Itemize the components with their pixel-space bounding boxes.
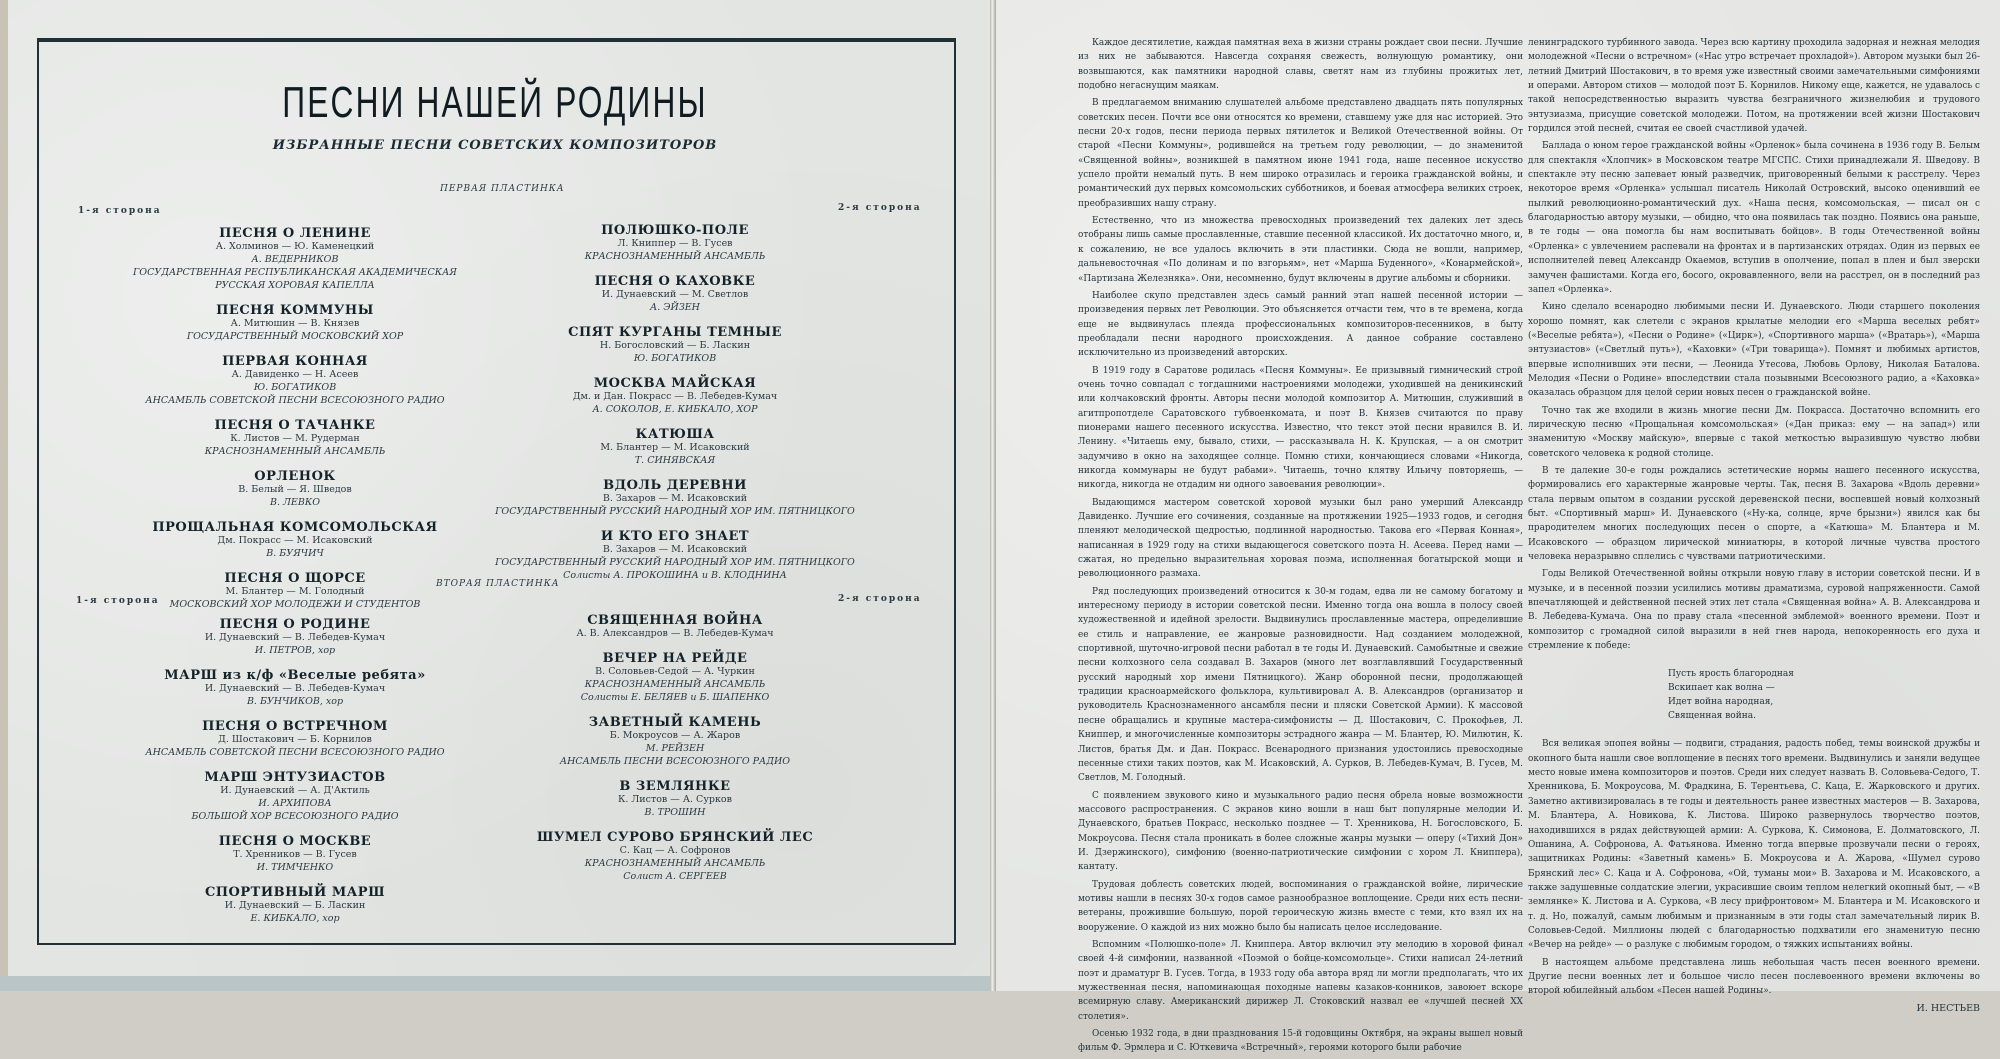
song-authors: И. Дунаевский — А. Д'Актиль xyxy=(220,785,370,796)
song-authors: А. В. Александров — В. Лебедев-Кумач xyxy=(576,628,774,639)
disc-1-side-2-label: 2-я сторона xyxy=(838,203,922,213)
essay-col2-part2 xyxy=(1528,737,1980,998)
song-performer: Солисты Е. БЕЛЯЕВ и Б. ШАПЕНКО xyxy=(580,692,770,703)
song-performer: Солист А. СЕРГЕЕВ xyxy=(623,871,727,882)
song-title: ПЕСНЯ О МОСКВЕ xyxy=(218,834,372,849)
song-performer: МОСКОВСКИЙ ХОР МОЛОДЕЖИ И СТУДЕНТОВ xyxy=(169,599,421,610)
song-performer: АНСАМБЛЬ ПЕСНИ ВСЕСОЮЗНОГО РАДИО xyxy=(559,756,791,767)
song-title: СПЯТ КУРГАНЫ ТЕМНЫЕ xyxy=(568,325,782,340)
song-title: ОРЛЕНОК xyxy=(254,469,336,484)
essay-col2-part1 xyxy=(1528,36,1980,653)
song-entry xyxy=(445,830,905,883)
song-title: ЗАВЕТНЫЙ КАМЕНЬ xyxy=(588,715,762,730)
song-title: В ЗЕМЛЯНКЕ xyxy=(619,779,731,794)
essay-paragraph: В настоящем альбоме представлена лишь небольшая часть песен военного времени. Другие песни военных лет и большое число песен послевоенного времени включены во второй юбилейный альбом «Песен нашей Родины». xyxy=(1528,957,1980,997)
essay-paragraph: Выдающимся мастером советской хоровой музыки был рано умерший Александр Давиденко. Лучшие его сочинения, созданные на протяжении 1925—1933 годов, и сегодня пленяют мелодической щедростью, подлинной народностью. Такова его «Первая Конная», написанная в 1929 году на стихи выдающегося советского поэта Н. Асеева. Перед нами — сжатая, но предельно выразительная хоровая поэма, исполненная богатырской мощи и революционного размаха. xyxy=(1078,497,1523,580)
song-authors: А. Холминов — Ю. Каменецкий xyxy=(215,241,375,252)
song-performer: КРАСНОЗНАМЕННЫЙ АНСАМБЛЬ xyxy=(584,251,766,262)
page-bottom-edge xyxy=(0,976,990,991)
verse-line: Пусть ярость благородная xyxy=(1668,669,1794,680)
disc-1-side-2-tracklist xyxy=(445,223,905,593)
verse-line: Вскипает как волна — xyxy=(1668,683,1775,694)
song-title: ШУМЕЛ СУРОВО БРЯНСКИЙ ЛЕС xyxy=(536,830,814,845)
song-entry xyxy=(445,274,905,314)
essay-paragraph: С появлением звукового кино и музыкального радио песня обрела новые возможности массового распространения. С экранов кино вошли в наш быт популярные мелодии И. Дунаевского, братьев Покрасс, несколько позднее — Т. Хренникова, Н. Богословского, Б. Мокроусова. Песня стала проникать в более сложные жанры музыки — оперу («Тихий Дон» И. Дзержинского), симфонию (военно-патриотические симфонии с хором Л. Книппера), кантату. xyxy=(1078,790,1523,873)
song-authors: С. Кац — А. Софронов xyxy=(619,845,731,856)
song-authors: И. Дунаевский — М. Светлов xyxy=(601,289,749,300)
song-authors: И. Дунаевский — В. Лебедев-Кумач xyxy=(204,683,386,694)
essay-paragraph: Естественно, что из множества превосходных произведений тех далеких лет здесь отобраны лишь самые прославленные, ставшие песенной классикой. Их достаточно много, и, к сожалению, не все удалось включить в эти пластинки. Сюда не вошли, например, дальневосточная «По долинам и по взгорьям», нет «Марша Буденного», «Конармейской», «Партизана Железняка». Они, несомненно, будут включены в другие альбомы и сборники. xyxy=(1078,216,1523,284)
essay-paragraph: Осенью 1932 года, в дни празднования 15-й годовщины Октября, на экраны вышел новый фильм Ф. Эрмлера и С. Юткевича «Встречный», героями которого были рабочие xyxy=(1078,1029,1523,1054)
song-title: ПЕСНЯ О ТАЧАНКЕ xyxy=(214,418,376,433)
song-entry xyxy=(445,529,905,582)
song-title: СВЯЩЕННАЯ ВОЙНА xyxy=(587,613,763,628)
song-performer: Ю. БОГАТИКОВ xyxy=(633,353,717,364)
song-authors: Дм. и Дан. Покрасс — В. Лебедев-Кумач xyxy=(572,391,778,402)
song-authors: В. Соловьев-Седой — А. Чуркин xyxy=(595,666,755,677)
song-title: ПЕСНЯ О КАХОВКЕ xyxy=(594,274,756,289)
song-performer: И. ТИМЧЕНКО xyxy=(256,862,334,873)
song-authors: Б. Мокроусов — А. Жаров xyxy=(609,730,741,741)
song-performer: В. БУЯЧИЧ xyxy=(266,548,324,559)
disc-2-side-2-label: 2-я сторона xyxy=(838,594,922,604)
song-entry xyxy=(445,779,905,819)
song-authors: Т. Хренников — В. Гусев xyxy=(233,849,357,860)
song-authors: Л. Книппер — В. Гусев xyxy=(617,238,733,249)
song-performer: А. СОКОЛОВ, Е. КИБКАЛО, ХОР xyxy=(592,404,758,415)
disc-2-label: ВТОРАЯ ПЛАСТИНКА xyxy=(436,579,560,589)
song-authors: Дм. Покрасс — М. Исаковский xyxy=(217,535,373,546)
song-title: ВЕЧЕР НА РЕЙДЕ xyxy=(602,651,748,666)
song-title: МАРШ из к/ф «Веселые ребята» xyxy=(164,668,426,683)
song-title: ПЕСНЯ О РОДИНЕ xyxy=(219,617,371,632)
song-entry xyxy=(445,715,905,768)
song-entry xyxy=(445,613,905,640)
essay-paragraph: Точно так же входили в жизнь многие песни Дм. Покрасса. Достаточно вспомнить его лирическую песню «Прощальная комсомольская» («Дан приказ: ему — на запад») или знаменитую «Москву майскую», впервые с такой меткостью выразившую чувство любви советского человека к родной столице. xyxy=(1528,405,1980,459)
essay-paragraph: В 1919 году в Саратове родилась «Песня Коммуны». Ее призывный гимнический строй очень точно совпадал с тогдашними настроениями молодежи, уходившей на деникинский или колчаковский фронты. Авторы песни молодой композитор А. Митюшин, служивший в агитпропотделе Саратовского губвоенкомата, и поэт В. Князев считаются по праву пионерами нашего песенного искусства. Известно, что текст этой песни нравился В. И. Ленину. «Читаешь ему, бывало, стихи, — рассказывала Н. К. Крупская, — а он смотрит задумчиво в окно на заходящее солнце. Помню стихи, кончающиеся словами «Никогда, никогда коммунары не будут рабами». Читаешь, точно клятву Ильичу повторяешь, — никогда, никогда не отдадим ни одного завоевания революции». xyxy=(1078,365,1523,491)
song-authors: А. Давиденко — Н. Асеев xyxy=(231,369,359,380)
song-entry xyxy=(445,223,905,263)
essay-column-2 xyxy=(1528,36,1980,1016)
song-entry xyxy=(445,651,905,704)
song-performer: А. ЭЙЗЕН xyxy=(650,302,700,313)
disc-1-label: ПЕРВАЯ ПЛАСТИНКА xyxy=(440,184,565,194)
song-authors: В. Захаров — М. Исаковский xyxy=(602,493,748,504)
song-performer: ГОСУДАРСТВЕННЫЙ МОСКОВСКИЙ ХОР xyxy=(186,331,404,342)
song-title: МОСКВА МАЙСКАЯ xyxy=(593,376,757,391)
verse-line: Идет война народная, xyxy=(1668,697,1774,708)
essay-column-1 xyxy=(1078,36,1523,1059)
essay-paragraph: Наиболее скупо представлен здесь самый ранний этап нашей песенной истории — произведения первых лет Революции. Это объясняется отчасти тем, что в те времена, когда еще не выдвинулась плеяда профессиональных композиторов-песенников, в быту преобладали песни народного происхождения. А данное собрание составлено исключительно из произведений авторских. xyxy=(1078,290,1523,359)
song-performer: ГОСУДАРСТВЕННЫЙ РУССКИЙ НАРОДНЫЙ ХОР ИМ. ПЯТНИЦКОГО xyxy=(495,506,855,517)
song-performer: АНСАМБЛЬ СОВЕТСКОЙ ПЕСНИ ВСЕСОЮЗНОГО РАДИО xyxy=(145,747,445,758)
song-performer: РУССКАЯ ХОРОВАЯ КАПЕЛЛА xyxy=(215,280,375,291)
disc-1-side-1-label: 1-я сторона xyxy=(78,206,162,216)
song-performer: КРАСНОЗНАМЕННЫЙ АНСАМБЛЬ xyxy=(584,679,766,690)
disc-2-side-1-label: 1-я сторона xyxy=(76,596,160,606)
song-authors: К. Листов — М. Рудерман xyxy=(230,433,360,444)
album-subtitle: ИЗБРАННЫЕ ПЕСНИ СОВЕТСКИХ КОМПОЗИТОРОВ xyxy=(272,138,718,153)
song-performer: АНСАМБЛЬ СОВЕТСКОЙ ПЕСНИ ВСЕСОЮЗНОГО РАДИО xyxy=(145,395,445,406)
song-title: МАРШ ЭНТУЗИАСТОВ xyxy=(204,770,386,785)
song-performer: В. БУНЧИКОВ, хор xyxy=(246,696,344,707)
song-authors: В. Белый — Я. Шведов xyxy=(238,484,352,495)
song-entry xyxy=(445,427,905,467)
album-title: ПЕСНИ НАШЕЙ РОДИНЫ xyxy=(282,78,708,127)
song-performer: А. ВЕДЕРНИКОВ xyxy=(251,254,339,265)
song-performer: ГОСУДАРСТВЕННЫЙ РУССКИЙ НАРОДНЫЙ ХОР ИМ. ПЯТНИЦКОГО xyxy=(495,557,855,568)
song-authors: И. Дунаевский — Б. Ласкин xyxy=(224,900,366,911)
verse-line: Священная война. xyxy=(1668,711,1756,722)
song-performer: М. РЕЙЗЕН xyxy=(645,743,705,754)
song-entry xyxy=(445,376,905,416)
song-performer: Е. КИБКАЛО, хор xyxy=(250,913,340,924)
song-entry xyxy=(445,325,905,365)
essay-paragraph: В те далекие 30-е годы рождались эстетические нормы нашего песенного искусства, формировались его характерные жанровые черты. Так, песня В. Захарова «Вдоль деревни» стала первым опытом в создании русской деревенской песни, воспевшей новый колхозный быт. «Спортивный марш» И. Дунаевского («Ну-ка, солнце, ярче брызни») явился как бы прародителем многих последующих песен о спорте, а «Катюша» М. Блантера и М. Исаковского — образцом лирической миниатюры, в которой личные чувства простого человека неразрывно сплелись с чувствами патриотическими. xyxy=(1528,465,1980,563)
song-entry xyxy=(445,478,905,518)
essay-paragraph: ленинградского турбинного завода. Через всю картину проходила задорная и нежная мелодия молодежной «Песни о встречном» («Нас утро встречает прохладой»). Автором музыки был 26-летний Дмитрий Шостакович, в то время уже известный своими замечательными симфониями и операми. Автором стихов — молодой поэт Б. Корнилов. Никому еще, кажется, не удавалось с такой непосредственностью выразить чувства безграничного жизнелюбия и трудового энтузиазма, присущие советской молодежи. Потом, на протяжении всей жизни Шостакович гордился этой песней, считая ее своей счастливой удачей. xyxy=(1528,38,1980,135)
song-performer: В. ТРОШИН xyxy=(644,807,706,818)
song-title: И КТО ЕГО ЗНАЕТ xyxy=(600,529,750,544)
essay-paragraph: Годы Великой Отечественной войны открыли новую главу в истории советской песни. И в музыке, и в песенной поэзии усилились мотивы драматизма, суровой напряженности. Самой впечатляющей и действенной песней этих лет стала «Священная война» А. В. Александрова и В. Лебедева-Кумача. Она по праву стала «песенной эмблемой» военного времени. Поэт и композитор с громадной силой выразили в ней гнев народа, непокоренность его духа и стремление к победе: xyxy=(1528,569,1980,652)
essay-paragraph: Баллада о юном герое гражданской войны «Орленок» была сочинена в 1936 году В. Белым для спектакля «Хлопчик» в Московском театре МГСПС. Стихи принадлежали Я. Шведову. В спектакле эту песню запевает юный разведчик, приговоренный белыми к расстрелу. Через некоторое время «Орленка» услышал писатель Николай Островский, высоко оценивший ее пылкий революционно-романтический дух. «Наша песня, комсомольская, — писал он с благодарностью автору музыки, — обидно, что она появилась так поздно. Появись она раньше, в те годы — она помогла бы нам воспитывать бойцов». В годы Отечественной войны «Орленка» с увлечением распевали на фронтах и в партизанских отрядах. Один из первых ее исполнителей певец Александр Окаемов, вступив в ополчение, попал в плен и был зверски замучен фашистами. Когда его, босого, окровавленного, вели на расстрел, он в последний раз запел «Орленка». xyxy=(1528,141,1980,295)
song-performer: ГОСУДАРСТВЕННАЯ РЕСПУБЛИКАНСКАЯ АКАДЕМИЧЕСКАЯ xyxy=(133,267,457,278)
essay-paragraph: Ряд последующих произведений относится к 30-м годам, едва ли не самому богатому и интересному периоду в истории советской песни. Именно тогда она вошла в полосу своей художественной и идейной зрелости. Выдвинулись прославленные мастера, определившие ее стиль и направление, ее жанровые разновидности. Над созданием молодежной, спортивной, шуточно-игровой песни работал в те годы И. Дунаевский. Самобытные и свежие песни колхозного села создавал В. Захаров (много лет возглавлявший Государственный русский народный хор имени Пятницкого). Жанр оборонной песни, продолжающей традиции красноармейского фольклора, культивировал А. В. Александров (организатор и руководитель Краснознаменного ансамбля песни и пляски Советской Армии). К массовой песне обращались и крупные мастера-симфонисты — Д. Шостакович, С. Прокофьев, Л. Книппер, и многочисленные композиторы эстрадного жанра — М. Блантер, Ю. Милютин, К. Листов, братья Дм. и Дан. Покрасс. Всенародного признания удостоились превосходные песенные стихи таких поэтов, как М. Исаковский, А. Сурков, В. Лебедев-Кумач, В. Гусев, М. Светлов, М. Голодный. xyxy=(1078,586,1523,784)
song-title: КАТЮША xyxy=(635,427,715,442)
song-performer: КРАСНОЗНАМЕННЫЙ АНСАМБЛЬ xyxy=(584,858,766,869)
song-authors: В. Захаров — М. Исаковский xyxy=(602,544,748,555)
song-authors: К. Листов — А. Сурков xyxy=(617,794,732,805)
song-authors: Н. Богословский — Б. Ласкин xyxy=(599,340,751,351)
song-title: ПЕСНЯ О ЛЕНИНЕ xyxy=(219,226,371,241)
song-title: СПОРТИВНЫЙ МАРШ xyxy=(204,885,386,900)
song-title: ВДОЛЬ ДЕРЕВНИ xyxy=(603,478,747,493)
essay-paragraph: Трудовая доблесть советских людей, воспоминания о гражданской войне, лирические мотивы нашли в песнях 30-х годов самое разнообразное воплощение. Среди них есть песни-ветераны, прожившие большую, порой героическую жизнь вместе с теми, кто взял их на вооружение. О каждой из них можно было бы написать целое исследование. xyxy=(1078,879,1523,933)
song-performer: БОЛЬШОЙ ХОР ВСЕСОЮЗНОГО РАДИО xyxy=(191,811,399,822)
song-title: ПЕРВАЯ КОННАЯ xyxy=(222,354,368,369)
essay-paragraph: В предлагаемом вниманию слушателей альбоме представлено двадцать пять популярных советских песен. Почти все они относятся ко времени, ставшему уже для нас историей. Это песни 20-х годов, песни периода первых пятилеток и Великой Отечественной войны. От старой «Песни Коммуны», родившейся на третьем году революции, — до знаменитой «Священной войны», возникшей в памятном июне 1941 года, наше песенное искусство успело пройти немалый путь. В нем широко отразилась и героика гражданской войны, и романтический дух первых комсомольских субботников, и боевая атмосфера великих строек, преобразивших нашу страну. xyxy=(1078,98,1523,209)
song-title: ПРОЩАЛЬНАЯ КОМСОМОЛЬСКАЯ xyxy=(152,520,438,535)
song-title: ПОЛЮШКО-ПОЛЕ xyxy=(601,223,749,238)
author-signature: И. НЕСТЬЕВ xyxy=(1916,1002,1980,1014)
verse-quote xyxy=(1668,667,1980,723)
essay-paragraph: Вспомним «Полюшко-поле» Л. Книппера. Автор включил эту мелодию в хоровой финал своей 4-й симфонии, названной «Поэмой о бойце-комсомольце». Стихи написал 24-летний поэт и драматург В. Гусев. Тогда, в 1933 году оба автора вряд ли могли предполагать, что их мужественная песня, напоминающая походные напевы казаков-конников, завоюет вскоре всемирную славу. Американский дирижер Л. Стоковский назвал ее «лучшей песней XX столетия». xyxy=(1078,939,1523,1022)
song-performer: И. АРХИПОВА xyxy=(258,798,332,809)
disc-2-side-2-tracklist xyxy=(445,613,905,894)
song-authors: М. Блантер — М. Голодный xyxy=(225,586,365,597)
song-performer: Ю. БОГАТИКОВ xyxy=(253,382,337,393)
song-title: ПЕСНЯ О ЩОРСЕ xyxy=(224,571,366,586)
song-authors: И. Дунаевский — В. Лебедев-Кумач xyxy=(204,632,386,643)
song-authors: Д. Шостакович — Б. Корнилов xyxy=(218,734,372,745)
song-performer: Солисты А. ПРОКОШИНА и В. КЛОДНИНА xyxy=(563,570,787,581)
essay-paragraph: Вся великая эпопея войны — подвиги, страдания, радость побед, темы воинской дружбы и окопного быта нашли свое воплощение в песнях того времени. Выдвинулись и заняли ведущее место новые имена композиторов и поэтов. Среди них следует назвать В. Соловьева-Седого, Т. Хренникова, Б. Мокроусова, М. Фрадкина, Б. Терентьева, С. Каца, Е. Жарковского и других. Заметно активизировалась в те годы и деятельность ранее известных мастеров — В. Захарова, М. Блантера, А. Новикова, К. Листова. Широко развернулось творчество поэтов, находившихся в рядах действующей армии: А. Суркова, К. Симонова, Е. Долматовского, Л. Ошанина, А. Софронова, А. Фатьянова. Именно тогда впервые прозвучали песни о героях, защитниках Родины: «Заветный камень» Б. Мокроусова и А. Жарова, «Шумел сурово Брянский лес» С. Каца и А. Софронова, «Ой, туманы мои» В. Захарова и М. Исаковского, а также задушевные солдатские элегии, украсившие своим теплом нелегкий окопный быт, — «В землянке» К. Листова и А. Суркова, «В лесу прифронтовом» М. Блантера и М. Исаковского и т. д. Но, пожалуй, самым любимым и признанным в эти годы стал замечательный лирик В. Соловьев-Седой. Миллионы людей с благодарностью подхватили его знаменитую песню «Вечер на рейде» — о разлуке с любимым городом, о тяжких испытаниях войны. xyxy=(1528,739,1980,951)
song-performer: И. ПЕТРОВ, хор xyxy=(254,645,336,656)
essay-paragraph: Каждое десятилетие, каждая памятная веха в жизни страны рождает свои песни. Лучшие из них не забываются. Навсегда сохраняя свежесть, волнующую романтику, они возвышаются, как памятники народной славы, светят нам из глубины прожитых лет, подобно негаснущим маякам. xyxy=(1078,38,1523,92)
song-authors: А. Митюшин — В. Князев xyxy=(230,318,360,329)
song-authors: М. Блантер — М. Исаковский xyxy=(600,442,750,453)
essay-paragraph: Кино сделало всенародно любимыми песни И. Дунаевского. Люди старшего поколения хорошо помнят, как слетели с экранов крылатые мелодии его «Марша веселых ребят» («Веселые ребята»), «Песни о Родине» («Цирк»), «Спортивного марша» («Вратарь»), «Марша энтузиастов» («Светлый путь»), «Каховки» («Три товарища»). Помнят и любимых артистов, впервые исполнивших эти песни, — Леонида Утесова, Любовь Орлову, Николая Баталова. Мелодия «Песни о Родине» впоследствии стала позывными Всесоюзного радио, а «Каховка» оказалась образцом для целой серии новых песен о гражданской войне. xyxy=(1528,302,1980,399)
song-performer: КРАСНОЗНАМЕННЫЙ АНСАМБЛЬ xyxy=(204,446,386,457)
song-title: ПЕСНЯ КОММУНЫ xyxy=(216,303,374,318)
song-performer: В. ЛЕВКО xyxy=(269,497,320,508)
song-title: ПЕСНЯ О ВСТРЕЧНОМ xyxy=(202,719,388,734)
song-performer: Т. СИНЯВСКАЯ xyxy=(634,455,716,466)
